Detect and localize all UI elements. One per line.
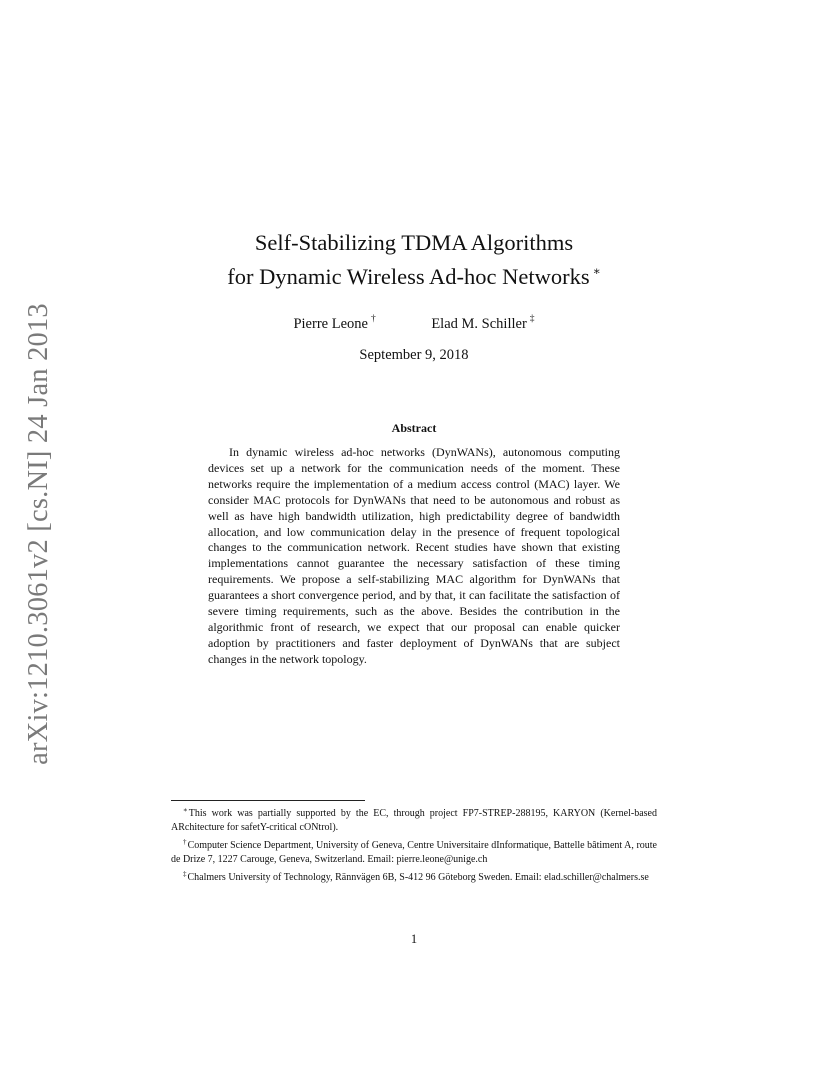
arxiv-identifier-stamp [18,303,60,765]
footnote-divider [171,800,365,801]
title-footnote-mark: ∗ [592,264,601,278]
arxiv-identifier-text: arXiv:1210.3061v2 [cs.NI] 24 Jan 2013 [23,303,54,765]
footnote-mark: ∗ [183,806,188,814]
author-name: Elad M. Schiller [431,316,527,332]
footnotes [171,804,657,887]
abstract-heading: Abstract [391,421,437,435]
footnote-text: Chalmers University of Technology, Rännvägen 6B, S-412 96 Göteborg Sweden. Email: elad.schiller@chalmers.se [187,872,649,884]
footnote-affiliation-leone [171,836,657,866]
author-pierre-leone [293,314,375,333]
paper-date: September 9, 2018 [359,347,469,363]
footnote-text: This work was partially supported by the EC, through project FP7-STREP-288195, KARYON (Kernel-based ARchitecture for safetY-critical cONtrol). [171,808,657,833]
footnote-mark: † [183,838,187,847]
author-footnote-mark: ‡ [529,314,535,324]
title-line-2-wrapper [0,257,828,291]
title-line-2: for Dynamic Wireless Ad-hoc Networks [227,264,590,289]
paper-title [0,228,828,291]
footnote-text: Computer Science Department, University of Geneva, Centre Universitaire dInformatique, Battelle bâtiment A, route de Drize 7, 1227 Carouge, Geneva, Switzerland. Email: pierre.leone@unige.ch [171,840,657,865]
abstract-body: In dynamic wireless ad-hoc networks (DynWANs), autonomous computing devices set up a network for the communication needs of the moment. These networks require the implementation of a medium access control (MAC) layer. We consider MAC protocols for DynWANs that need to be autonomous and robust as well as have high bandwidth utilization, high predictability degree of bandwidth allocation, and low communication delay in the presence of frequent topological changes to the communication network. Recent studies have shown that existing implementations cannot guarantee the necessary satisfaction of these timing requirements. We propose a self-stabilizing MAC algorithm for DynWANs that guarantees a short convergence period, and by that, it can facilitate the satisfaction of severe timing requirements, such as the above. Besides the contribution in the algorithmic front of research, we expect that our proposal can enable quicker adoption by practitioners and faster deployment of DynWANs that are subject changes in the network topology. [208,445,620,666]
footnote-affiliation-schiller [171,868,657,885]
title-line-1: Self-Stabilizing TDMA Algorithms [254,230,574,255]
author-footnote-mark: † [370,314,376,324]
author-elad-schiller [431,314,534,333]
footnote-funding [171,804,657,834]
page-number: 1 [410,932,418,946]
footnote-mark: ‡ [183,870,187,879]
author-name: Pierre Leone [293,316,368,332]
author-list [0,314,828,333]
